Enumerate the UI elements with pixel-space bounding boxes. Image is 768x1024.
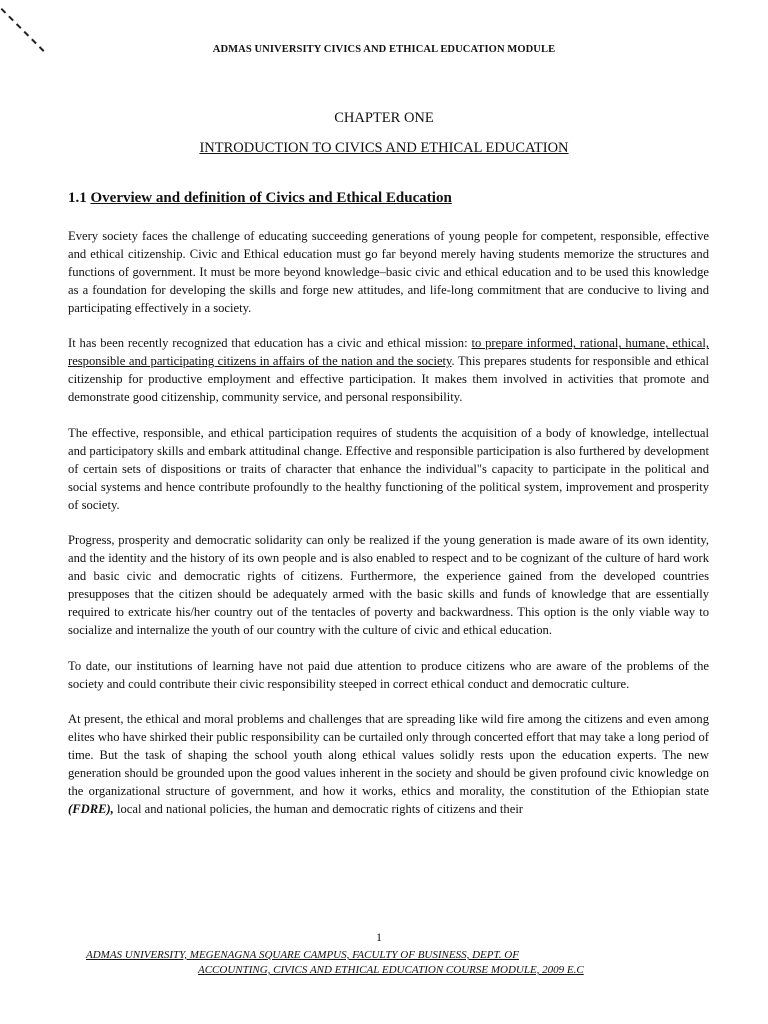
paragraph-1: Every society faces the challenge of educating succeeding generations of young people for competent, responsible, effective and ethical citizenship. Civic and Ethical education must go far beyond merely having students memorize the structures and functions of government. It must be more beyond knowledge–basic civic and ethical education and to be used this knowledge as a foundation for developing the skills and forge new attitudes, and life-long commitment that are conducive to living and participating effectively in a society.: [68, 229, 709, 315]
paragraph-6: [68, 711, 709, 818]
section-heading: [68, 190, 452, 207]
paragraph-3: The effective, responsible, and ethical participation requires of students the acquisition of a body of knowledge, intellectual and participatory skills and embark attitudinal change. Effective and responsible participation is also furthered by development of certain sets of dispositions or traits of character that enhance the individual"s capacity to participate in the political and social systems and hence contribute profoundly to the healthy functioning of the political system, improvement and prosperity of society.: [68, 425, 709, 512]
paragraph-6-end: local and national policies, the human and democratic rights of citizens and their: [113, 801, 524, 816]
paragraph-2: [68, 335, 709, 407]
page-footer: [86, 948, 686, 978]
document-body: [68, 228, 709, 837]
paragraph-2-mission: to prepare informed, rational, humane, ethical, responsible and participating citizens in affairs of the nation and the society: [68, 336, 709, 369]
paragraph-2-rest: . This prepares students for responsible and ethical citizenship for productive employment and effective participation. It makes them involved in activities that promote and demonstrate good citizenship, community service, and personal responsibility.: [68, 354, 710, 405]
section-number: 1.1: [68, 190, 87, 206]
paragraph-4: Progress, prosperity and democratic solidarity can only be realized if the young generation is made aware of its own identity, and the identity and the history of its own people and is also enabled to respect and to be cognizant of the culture of hard work and basic civic and democratic rights of citizens. Furthermore, the experience gained from the developed countries presupposes that the citizen should be adequately armed with the basic skills and funds of knowledge that are essentially required to extricate his/her country out of the tentacles of poverty and backwardness. This option is the only viable way to socialize and internalize the youth of our country with the culture of civic and ethical education.: [68, 533, 709, 637]
footer-line-2: ACCOUNTING, CIVICS AND ETHICAL EDUCATION COURSE MODULE, 2009 E.C: [198, 964, 584, 976]
paragraph-6-text: At present, the ethical and moral problems and challenges that are spreading like wild fire among the citizens and even among elites who have shirked their public responsibility can be curtailed only through concerted effort that may take a long period of time. But the task of shaping the school youth along ethical values solidly rests upon the education experts. The new generation should be grounded upon the good values inherent in the society and should be given profound civic knowledge on the organizational structure of government, and how it works, ethics and morality, the constitution of the Ethiopian state: [68, 712, 709, 799]
chapter-number: CHAPTER ONE: [334, 110, 434, 126]
paragraph-2-intro: It has been recently recognized that education has a civic and ethical mission:: [68, 336, 472, 351]
paragraph-6-fdre: (FDRE),: [68, 801, 114, 816]
page-number: 1: [376, 930, 382, 944]
footer-line-1: ADMAS UNIVERSITY, MEGENAGNA SQUARE CAMPUS, FACULTY OF BUSINESS, DEPT. OF: [86, 949, 519, 961]
section-title: Overview and definition of Civics and Ethical Education: [90, 190, 452, 206]
paragraph-5: To date, our institutions of learning have not paid due attention to produce citizens who are aware of the problems of the society and could contribute their civic responsibility steeped in correct ethical conduct and democratic culture.: [68, 658, 709, 691]
page-header: ADMAS UNIVERSITY CIVICS AND ETHICAL EDUCATION MODULE: [212, 44, 556, 55]
chapter-title: INTRODUCTION TO CIVICS AND ETHICAL EDUCATION: [199, 140, 569, 156]
